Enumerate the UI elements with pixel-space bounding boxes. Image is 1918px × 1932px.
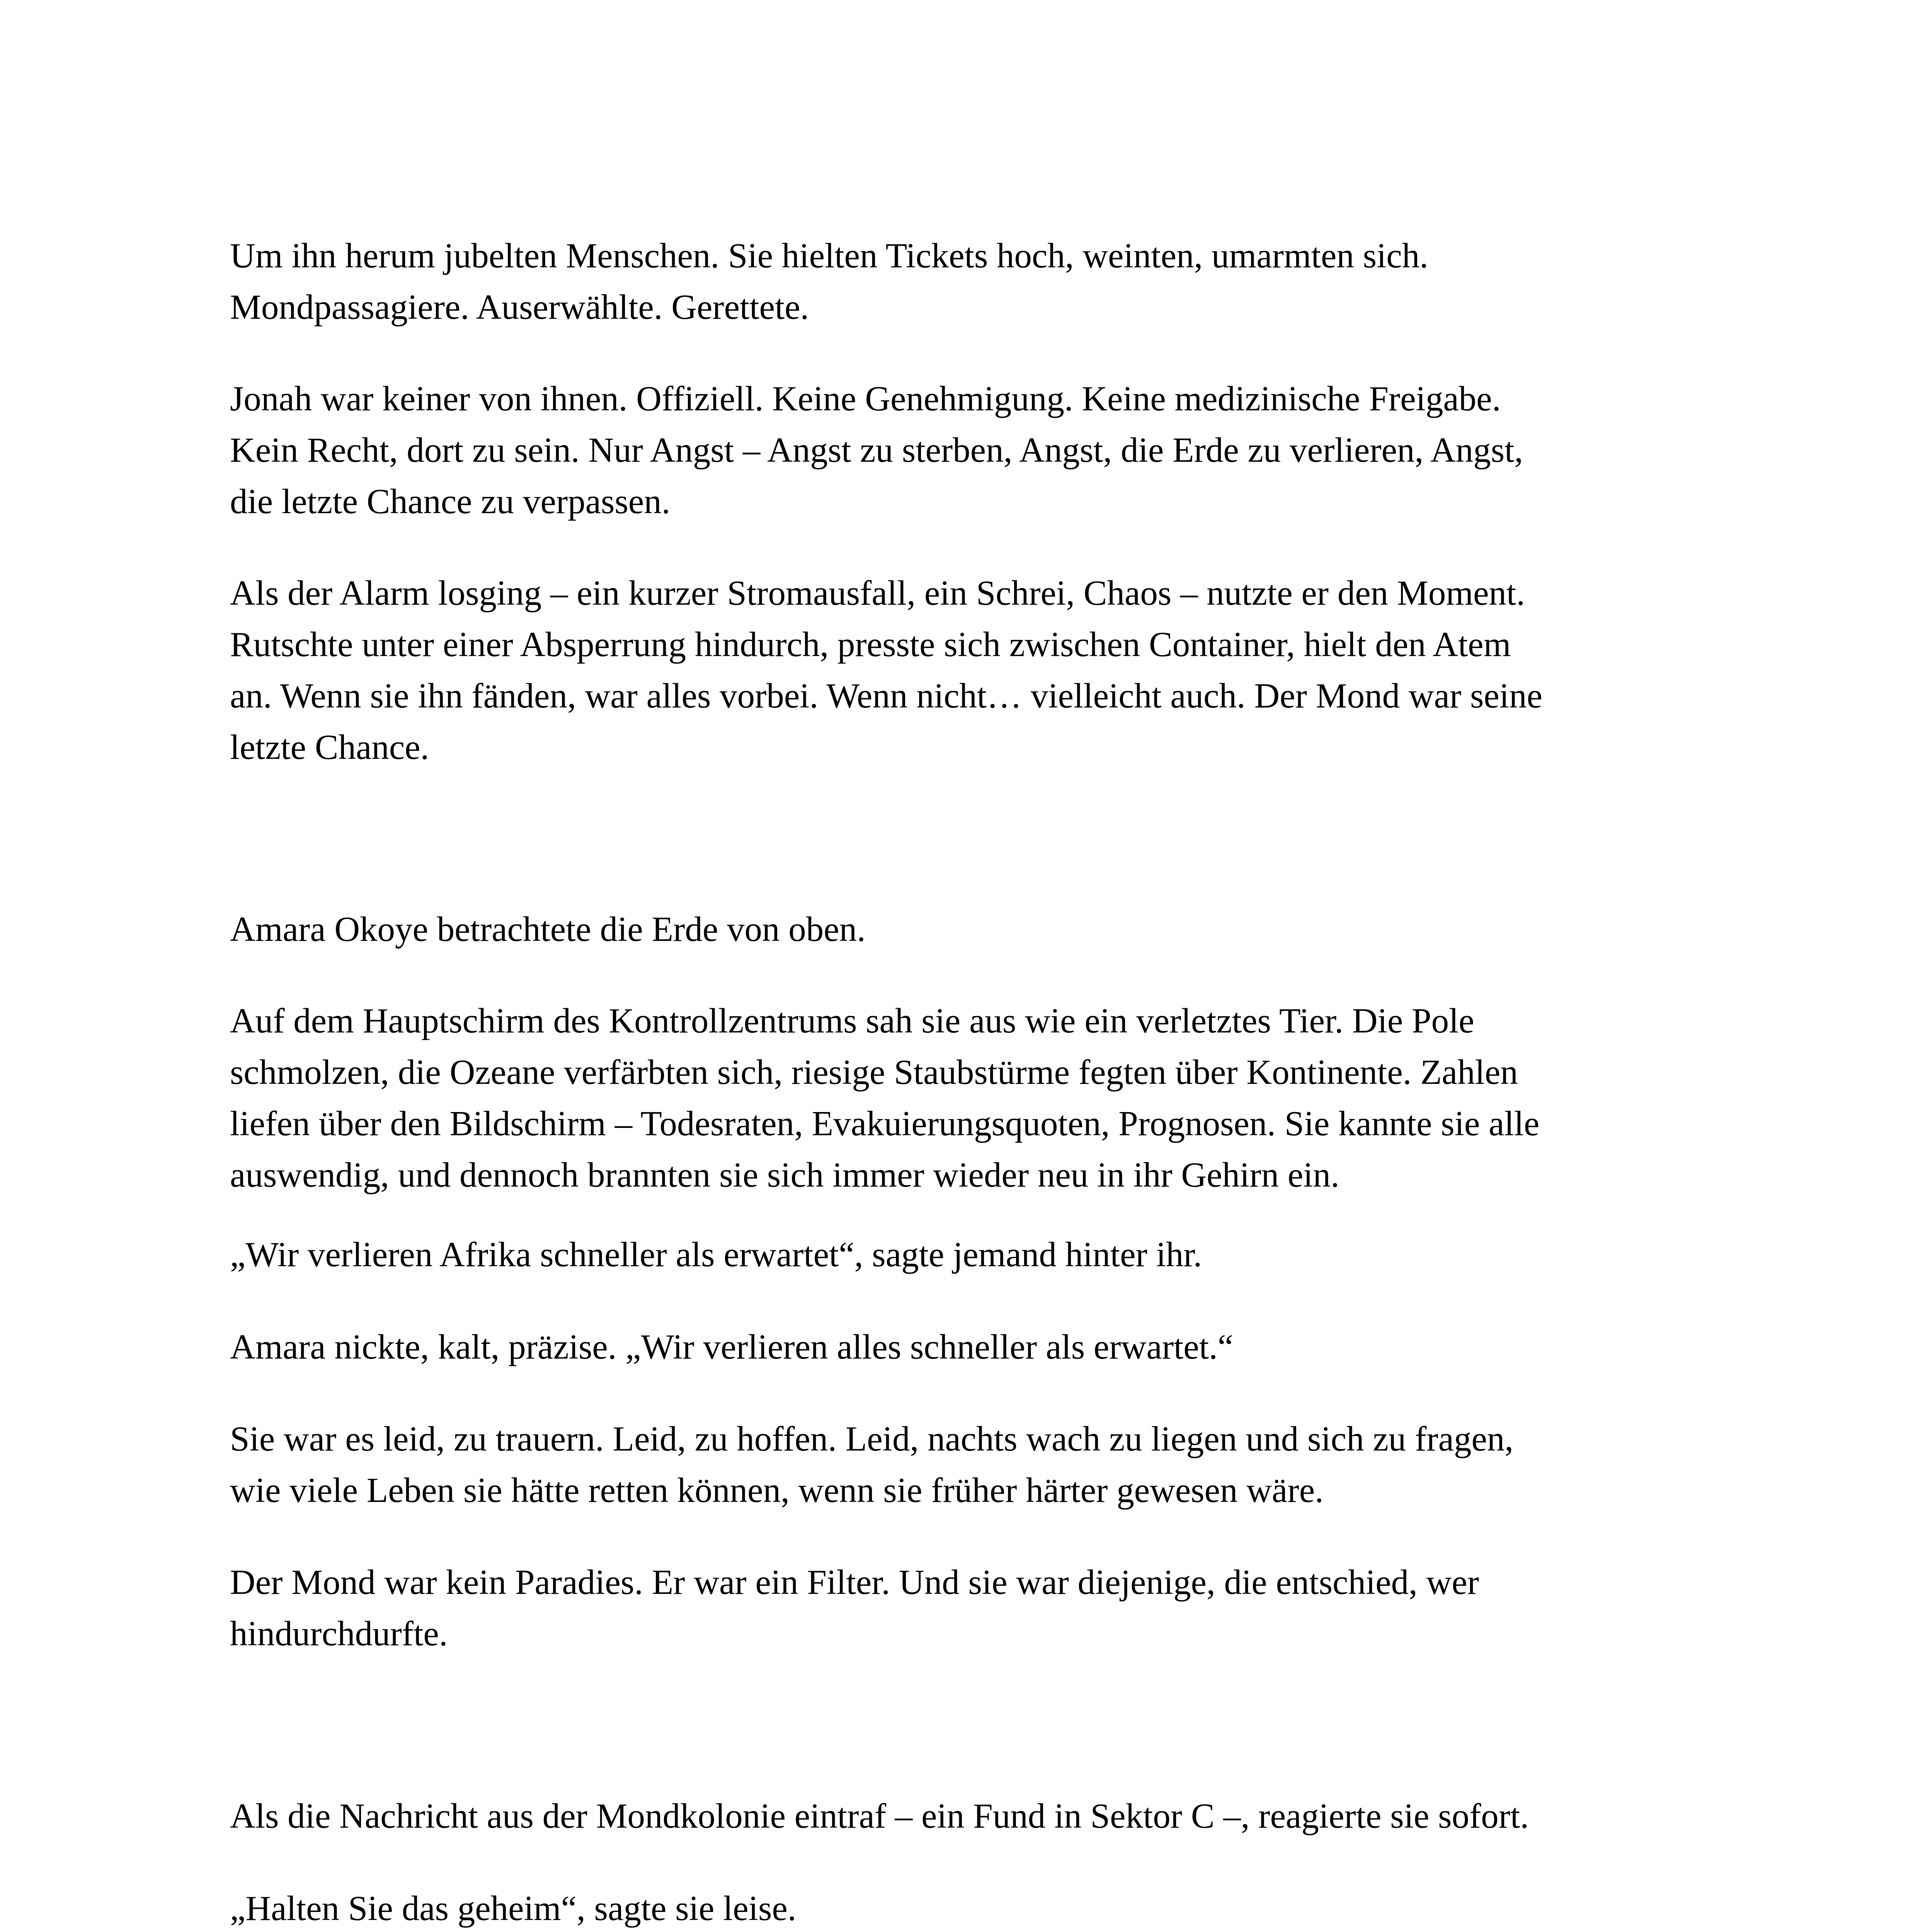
text-line: Um ihn herum jubelten Menschen. Sie hielten Tickets hoch, weinten, umarmten sich.: [230, 236, 1429, 275]
text-line: Als die Nachricht aus der Mondkolonie eintraf – ein Fund in Sektor C –, reagierte sie sofort.: [230, 1796, 1529, 1835]
text-line: Jonah war keiner von ihnen. Offiziell. Keine Genehmigung. Keine medizinische Freigabe.: [230, 379, 1501, 418]
paragraph-main-screen: [230, 995, 1698, 1201]
text-line: die letzte Chance zu verpassen.: [230, 482, 671, 521]
text-line: Amara Okoye betrachtete die Erde von oben.: [230, 910, 866, 949]
text-line: letzte Chance.: [230, 728, 429, 767]
paragraph-filter: [230, 1556, 1698, 1659]
text-line: „Halten Sie das geheim“, sagte sie leise.: [230, 1889, 796, 1928]
text-line: Der Mond war kein Paradies. Er war ein Filter. Und sie war diejenige, die entschied, wer: [230, 1563, 1479, 1602]
paragraph-keep-secret: [230, 1883, 1698, 1932]
text-line: Mondpassagiere. Auserwählte. Gerettete.: [230, 287, 809, 327]
text-line: auswendig, und dennoch brannten sie sich immer wieder neu in ihr Gehirn ein.: [230, 1155, 1339, 1194]
text-line: an. Wenn sie ihn fänden, war alles vorbei. Wenn nicht… vielleicht auch. Der Mond war seine: [230, 676, 1542, 715]
text-line: Amara nickte, kalt, präzise. „Wir verlieren alles schneller als erwartet.“: [230, 1327, 1234, 1366]
text-line: hindurchdurfte.: [230, 1614, 448, 1653]
paragraph-amara-intro: [230, 903, 1698, 955]
paragraph-tired: [230, 1413, 1698, 1516]
paragraph-alarm: [230, 567, 1698, 773]
text-line: Auf dem Hauptschirm des Kontrollzentrums sah sie aus wie ein verletztes Tier. Die Pole: [230, 1001, 1474, 1040]
text-line: Rutschte unter einer Absperrung hindurch, presste sich zwischen Container, hielt den Atem: [230, 625, 1511, 664]
text-line: liefen über den Bildschirm – Todesraten, Evakuierungsquoten, Prognosen. Sie kannte sie alle: [230, 1104, 1540, 1143]
paragraph-amara-reply: [230, 1321, 1698, 1372]
paragraph-crowd-cheering: [230, 230, 1698, 333]
text-line: Kein Recht, dort zu sein. Nur Angst – Angst zu sterben, Angst, die Erde zu verlieren, Angst,: [230, 430, 1523, 469]
text-line: wie viele Leben sie hätte retten können, wenn sie früher härter gewesen wäre.: [230, 1471, 1324, 1510]
text-line: Sie war es leid, zu trauern. Leid, zu hoffen. Leid, nachts wach zu liegen und sich zu fragen,: [230, 1419, 1514, 1458]
paragraph-africa-quote: [230, 1229, 1698, 1280]
paragraph-jonah: [230, 373, 1698, 527]
text-line: Als der Alarm losging – ein kurzer Stromausfall, ein Schrei, Chaos – nutzte er den Moment.: [230, 573, 1525, 612]
text-line: „Wir verlieren Afrika schneller als erwartet“, sagte jemand hinter ihr.: [230, 1235, 1202, 1274]
text-line: schmolzen, die Ozeane verfärbten sich, riesige Staubstürme fegten über Kontinente. Zahlen: [230, 1053, 1518, 1092]
paragraph-news-arrived: [230, 1790, 1698, 1842]
